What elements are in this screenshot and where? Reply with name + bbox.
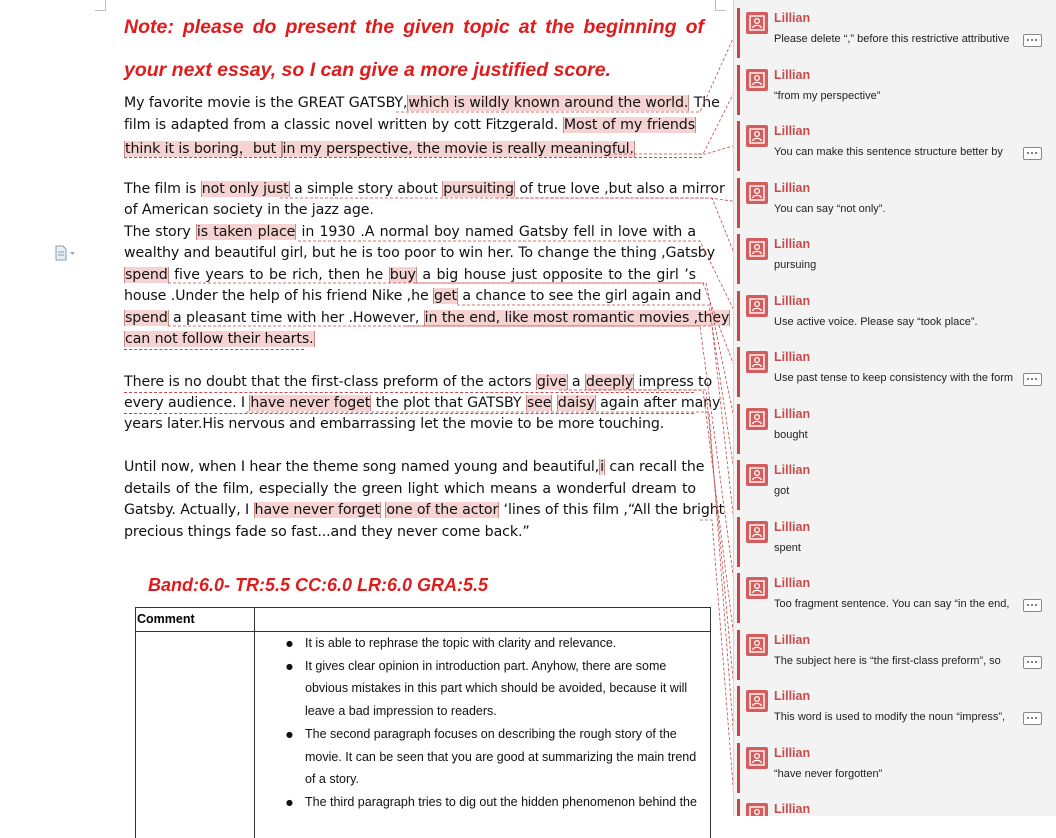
bullet-text: leave a bad impression to readers. [305,704,497,719]
highlighted-text[interactable]: Most of my friends [563,117,696,133]
text-run: in 1930 .A normal boy named Gatsby fell in love with a [296,224,696,240]
bullet-text: of a story. [305,772,359,787]
user-avatar-icon [746,634,768,656]
highlighted-text[interactable]: can not follow their hearts. [125,331,314,347]
comment-text[interactable]: pursuing [774,259,817,271]
essay-line [124,524,696,540]
note-title-line-2: your next essay, so I can give a more justified score. [124,59,611,81]
bullet-text: It is able to rephrase the topic with clarity and relevance. [305,636,617,650]
comment-author: Lillian [774,237,811,251]
comment-author: Lillian [774,124,811,138]
bullet-icon: ● [286,639,293,648]
text-run: again after many [595,395,721,411]
text-run: details of the film, especially the green light which means a wonderful dream to [124,481,696,497]
comment-card[interactable] [737,347,1055,401]
comment-card[interactable] [737,178,1055,232]
user-avatar-icon [746,747,768,769]
bullet-text: It gives clear opinion in introduction part. Anyhow, there are some [305,658,667,673]
crop-mark-top-left [95,0,106,11]
text-run: can recall the [604,459,705,475]
highlighted-text[interactable]: buy [389,267,416,283]
comment-author: Lillian [774,406,811,421]
text-run: a [567,374,585,390]
document-icon[interactable] [55,245,69,261]
essay-line [124,181,725,197]
bullet-icon: ● [286,729,293,739]
crop-mark-top-right [715,0,726,11]
comment-anchor-underline [124,413,694,414]
comment-card[interactable] [737,517,1055,571]
text-run: of American society in the jazz age. [124,202,374,218]
comment-card[interactable] [737,630,1055,684]
comment-card[interactable] [737,743,1055,797]
text-run: Gatsby. Actually, I [124,502,254,518]
highlighted-text[interactable]: in my perspective, the movie is really meaningful. [282,141,634,157]
text-run: precious things fade so fast...and they never come back.” [124,524,530,540]
comment-accent-bar [737,234,740,284]
comment-text[interactable]: Please delete “,” before this restrictive attributive [774,33,1010,45]
essay-line [124,245,716,261]
user-avatar-icon [746,125,768,147]
comment-author: Lillian [774,632,811,647]
text-run: There is no doubt that the first-class preform of the actors [124,374,536,390]
text-run: film is adapted from a classic novel written by cott Fitzgerald. [124,117,563,133]
essay-line [124,310,730,326]
more-options-icon[interactable] [1023,656,1042,669]
highlighted-text[interactable]: have never forget [254,502,380,518]
user-avatar-icon [746,521,768,543]
essay-line [124,481,696,497]
text-run: house .Under the help of his friend Nike ,he [124,288,433,304]
comment-author: Lillian [774,519,811,534]
comment-anchor-underline [124,349,304,350]
comment-text[interactable]: bought [774,428,808,441]
comment-text[interactable]: This word is used to modify the noun “impress”, [774,711,1006,723]
comment-accent-bar [737,799,740,816]
comment-text[interactable]: “have never forgotten” [774,767,883,780]
user-avatar-icon [746,803,768,816]
essay-line [124,416,696,432]
user-avatar-icon [746,238,768,260]
comment-author: Lillian [774,689,811,703]
comment-author: Lillian [774,180,811,195]
text-run: impress to [634,374,713,390]
text-run: ‘lines of this film ,“All the bright [499,502,725,518]
highlighted-text[interactable]: spend [125,310,168,326]
more-options-icon[interactable] [1023,712,1042,725]
essay-line [124,95,720,111]
comment-author: Lillian [774,745,811,760]
more-options-icon[interactable] [1023,373,1042,386]
comment-accent-bar [737,65,740,115]
highlighted-text[interactable]: deeply [585,374,634,390]
bullet-text: The second paragraph focuses on describing the rough story of the [305,726,677,741]
essay-line [124,224,696,240]
text-run: years later.His nervous and embarrassing let the movie to be more touching. [124,416,665,432]
bullet-text: The third paragraph tries to dig out the hidden phenomenon behind the [305,794,697,809]
highlighted-text[interactable]: see [526,395,552,411]
comment-author: Lillian [774,293,811,308]
comment-text[interactable]: Use active voice. Please say “took place”. [774,315,978,328]
highlighted-text[interactable]: pursuiting [443,181,514,197]
user-avatar-icon [746,12,768,34]
highlighted-text[interactable]: daisy [557,395,595,411]
more-options-icon[interactable] [1023,34,1042,47]
comment-card[interactable] [737,404,1055,458]
highlighted-text[interactable]: is taken place [196,224,296,240]
user-avatar-icon [746,464,768,486]
user-avatar-icon [746,69,768,91]
essay-line [124,267,696,283]
comment-text[interactable]: “from my perspective” [774,89,881,102]
comment-card[interactable] [737,65,1055,119]
comment-accent-bar [737,121,740,171]
comment-author: Lillian [774,67,811,82]
comment-anchor-underline [124,392,694,393]
comment-text[interactable]: Too fragment sentence. You can say “in the end, [774,598,1010,610]
text-run: a simple story about [289,181,443,197]
comment-card[interactable] [737,686,1055,740]
text-run: The story [124,224,196,240]
user-avatar-icon [746,351,768,373]
comment-card[interactable] [737,8,1055,62]
bullet-icon: ● [286,797,293,807]
text-run: the plot that GATSBY [371,395,526,411]
text-run: a big house just opposite to the girl ’s [416,267,696,283]
comment-accent-bar [737,347,740,397]
comment-accent-bar [737,178,740,228]
comments-pane[interactable] [733,0,1056,816]
comment-text[interactable]: Use past tense to keep consistency with the form [774,372,1014,384]
comment-text[interactable]: spent [774,541,801,554]
highlighted-text[interactable]: not only just [201,181,289,197]
comment-card[interactable] [737,573,1055,627]
comment-text[interactable]: You can make this sentence structure better by [774,146,1003,158]
highlighted-text[interactable]: spend [125,267,168,283]
comment-card[interactable] [737,291,1055,345]
highlighted-text[interactable]: get [434,288,457,304]
comment-accent-bar [737,743,740,793]
more-options-icon[interactable] [1023,599,1042,612]
highlighted-text[interactable]: in the end, like most romantic movies ,they [424,310,730,326]
comment-table-header-row [136,608,710,632]
user-avatar-icon [746,295,768,317]
comment-accent-bar [737,291,740,341]
comment-accent-bar [737,573,740,623]
text-run: Until now, when I hear the theme song named young and beautiful, [124,459,600,475]
comment-text[interactable]: The subject here is “the first-class preform”, so [774,654,1001,667]
comment-text[interactable]: You can say “not only”. [774,202,886,215]
comment-author: Lillian [774,350,811,364]
user-avatar-icon [746,577,768,599]
comment-accent-bar [737,686,740,736]
essay-line [124,288,702,304]
comment-accent-bar [737,460,740,510]
comment-card[interactable] [737,799,1055,816]
user-avatar-icon [746,690,768,712]
text-run: a chance to see the girl again and [458,288,702,304]
bullet-text: obvious mistakes in this part which should be avoided, because it will [305,681,688,696]
comment-accent-bar [737,630,740,680]
text-run: a pleasant time with her .However, [168,310,424,326]
comment-author: Lillian [774,11,811,25]
comment-table-header: Comment [137,612,195,626]
comment-accent-bar [737,8,740,58]
essay-line [124,117,696,133]
bullet-text: movie. It can be seen that you are good at summarizing the main trend [305,749,697,764]
table-column-divider [254,608,255,838]
text-run: The [689,95,720,111]
text-run: wealthy and beautiful girl, but he is too poor to win her. To change the thing ,Gatsby [124,245,716,261]
text-run: The film is [124,181,201,197]
essay-line [124,202,696,218]
comment-accent-bar [737,404,740,454]
user-avatar-icon [746,408,768,430]
comment-accent-bar [737,517,740,567]
note-title-line-1: Note: please do present the given topic at the beginning of [124,16,704,38]
highlighted-text[interactable]: have never foget [250,395,371,411]
comment-card[interactable] [737,121,1055,175]
comment-card[interactable] [737,234,1055,288]
bullet-icon: ● [286,661,293,671]
more-options-icon[interactable] [1023,147,1042,160]
essay-line [124,502,725,518]
highlighted-text[interactable]: one of the actor [386,502,499,518]
comment-author: Lillian [774,463,811,477]
highlighted-text[interactable]: think it is boring，but [125,141,281,157]
comment-anchor-underline [124,157,702,158]
essay-line [124,331,696,347]
text-run: every audience. I [124,395,250,411]
essay-line [124,395,721,411]
comment-card[interactable] [737,460,1055,514]
comment-author: Lillian [774,802,811,816]
highlighted-text[interactable]: i [600,459,604,475]
essay-line [124,459,705,475]
comment-text[interactable]: got [774,485,790,497]
text-run: of true love ,but also a mirror [514,181,725,197]
text-run: five years to be rich, then he [168,267,389,283]
highlighted-text[interactable]: which is wildly known around the world. [408,95,689,111]
user-avatar-icon [746,182,768,204]
band-score: Band:6.0- TR:5.5 CC:6.0 LR:6.0 GRA:5.5 [148,575,489,595]
essay-line [124,138,696,158]
comment-author: Lillian [774,576,811,590]
essay-line [124,374,713,390]
highlighted-text[interactable]: give [536,374,567,390]
text-run: My favorite movie is the GREAT GATSBY, [124,95,408,111]
